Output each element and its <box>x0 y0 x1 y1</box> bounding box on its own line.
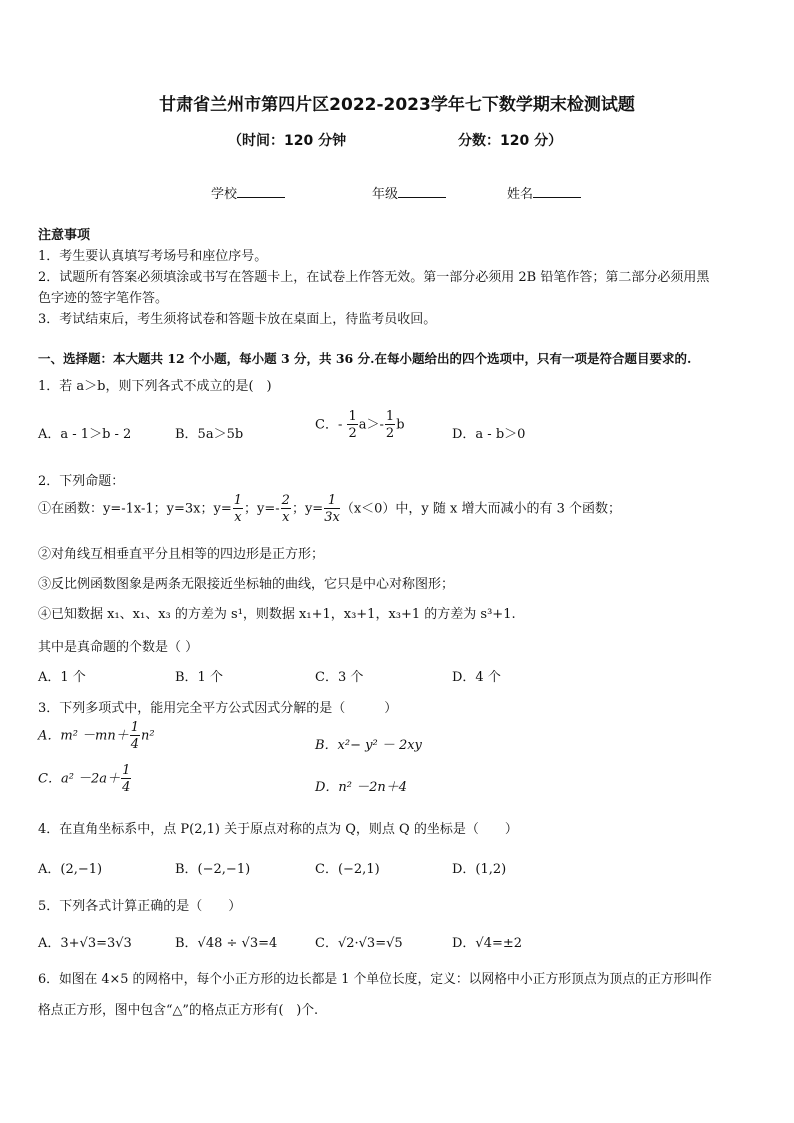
q2-option-a: A．1 个 <box>38 670 86 685</box>
notice-item: 2．试题所有答案必须填涂或书写在答题卡上，在试卷上作答无效。第一部分必须用 2B 铅笔作答；第二部分必须用黑 <box>38 270 710 285</box>
grade-field <box>372 183 446 202</box>
q3-option-b: B．x²− y² － 2xy <box>315 738 422 753</box>
fraction: $\frac{1}{3x}$ <box>324 493 340 525</box>
fraction-quarter: $\frac{1}{4}$ <box>122 763 131 795</box>
section-heading: 一、选择题：本大题共 12 个小题，每小题 3 分，共 36 分.在每小题给出的四个选项中，只有一项是符合题目要求的. <box>38 351 692 366</box>
name-label: 姓名 <box>507 187 534 202</box>
grade-label: 年级 <box>372 187 399 202</box>
q5-option-a: A．3+√3=3√3 <box>38 936 132 951</box>
q2-statement-1: ①在函数：y=-1x-1；y=3x；y= $\frac{1}{x}$ ；y=- $\frac{2}{x}$ ；y= $\frac{1}{3x}$ （x＜0）中，y 随 x 增大而减小的有 3 个函数； <box>38 493 622 525</box>
school-blank <box>237 185 285 198</box>
exam-score: 分数：120 分） <box>458 133 563 149</box>
q2-option-d: D．4 个 <box>452 670 501 685</box>
q3-option-d: D．n² －2n＋4 <box>315 780 408 795</box>
notice-heading: 注意事项 <box>38 228 91 243</box>
q2-ask: 其中是真命题的个数是（ ） <box>38 640 199 655</box>
q2-option-c: C．3 个 <box>315 670 364 685</box>
notice-item: 色字迹的签字笔作答。 <box>38 291 169 306</box>
q2-statement-3: ③反比例函数图象是两条无限接近坐标轴的曲线，它只是中心对称图形； <box>38 577 455 592</box>
q3-option-c: C．a² －2a＋ $\frac{1}{4}$ <box>38 763 131 795</box>
q1-option-c: C．- $\frac{1}{2}$ a＞- $\frac{1}{2}$ b <box>315 409 405 441</box>
fraction-half: $\frac{1}{2}$ <box>348 409 357 441</box>
fraction-half: $\frac{1}{2}$ <box>385 409 395 441</box>
school-field <box>211 183 285 202</box>
q3-option-a: A．m² －mn＋ $\frac{1}{4}$ n² <box>38 720 155 752</box>
q1-option-d: D．a - b＞0 <box>452 427 526 442</box>
question-3-stem: 3．下列多项式中，能用完全平方公式因式分解的是（ ） <box>38 701 398 716</box>
q5-option-b: B．√48 ÷ √3=4 <box>175 936 278 951</box>
q1-option-b: B．5a＞5b <box>175 427 244 442</box>
q2-statement-4: ④已知数据 x₁、x₁、x₃ 的方差为 s¹，则数据 x₁+1，x₃+1，x₃+1 的方差为 s³+1. <box>38 607 516 622</box>
q2-statement-2: ②对角线互相垂直平分且相等的四边形是正方形； <box>38 547 325 562</box>
question-6-line-1: 6．如图在 4×5 的网格中，每个小正方形的边长都是 1 个单位长度，定义：以网格中小正方形顶点为顶点的正方形叫作 <box>38 972 712 987</box>
name-blank <box>533 185 581 198</box>
page-title: 甘肃省兰州市第四片区2022-2023学年七下数学期末检测试题 <box>159 95 635 115</box>
exam-time: （时间：120 分钟 <box>228 133 347 149</box>
notice-item: 3．考试结束后，考生须将试卷和答题卡放在桌面上，待监考员收回。 <box>38 312 437 327</box>
fraction-quarter: $\frac{1}{4}$ <box>130 720 140 752</box>
q5-option-d: D．√4=±2 <box>452 936 523 951</box>
notice-item: 1．考生要认真填写考场号和座位序号。 <box>38 249 268 264</box>
school-label: 学校 <box>211 187 238 202</box>
name-field <box>507 183 581 202</box>
q4-option-d: D．(1,2) <box>452 862 507 877</box>
question-6-line-2: 格点正方形，图中包含“△”的格点正方形有( )个. <box>38 1003 319 1018</box>
q1-option-a: A．a - 1＞b - 2 <box>38 427 132 442</box>
q2-option-b: B．1 个 <box>175 670 223 685</box>
fraction: $\frac{2}{x}$ <box>281 493 290 525</box>
fraction: $\frac{1}{x}$ <box>233 493 243 525</box>
question-2-stem: 2．下列命题： <box>38 474 125 489</box>
question-1-stem: 1．若 a＞b，则下列各式不成立的是( ) <box>38 379 272 394</box>
grade-blank <box>398 185 446 198</box>
question-4-stem: 4．在直角坐标系中，点 P(2,1) 关于原点对称的点为 Q，则点 Q 的坐标是（ ） <box>38 822 518 837</box>
q4-option-a: A．(2,−1) <box>38 862 103 877</box>
q4-option-c: C．(−2,1) <box>315 862 380 877</box>
q5-option-c: C．√2·√3=√5 <box>315 936 403 951</box>
question-5-stem: 5．下列各式计算正确的是（ ） <box>38 899 242 914</box>
q4-option-b: B．(−2,−1) <box>175 862 251 877</box>
